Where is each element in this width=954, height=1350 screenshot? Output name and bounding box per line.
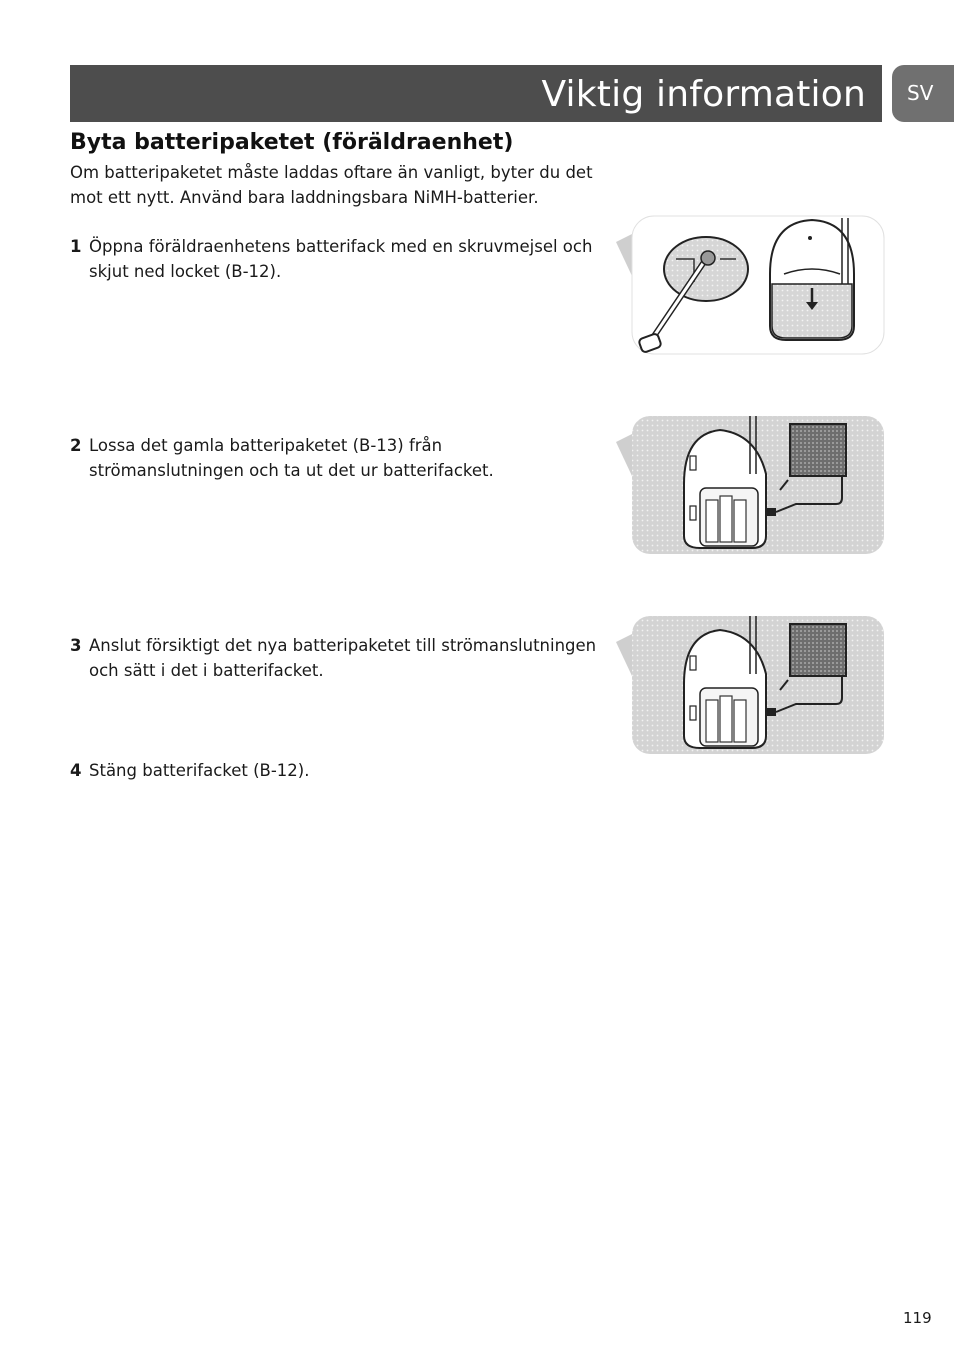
step-number: 4: [70, 761, 82, 780]
battery-cover-closeup: [664, 237, 748, 301]
section-heading: Byta batteripaketet (föräldraenhet): [70, 130, 514, 155]
language-label: SV: [907, 81, 934, 105]
connector: [766, 708, 776, 716]
page-number: 119: [903, 1309, 932, 1327]
step-text: Öppna föräldraenhetens batterifack med en skruvmejsel och skjut ned locket (B-12).: [89, 237, 593, 281]
step-text: Anslut försiktigt det nya batteripaketet till strömanslutningen och sätt i det i batterifacket.: [89, 636, 597, 680]
language-tab: [892, 65, 954, 122]
step-2: [70, 433, 598, 483]
step-number: 2: [70, 436, 82, 455]
battery-pack: [790, 624, 846, 676]
step-1: [70, 234, 598, 284]
battery-pack: [790, 424, 846, 476]
connector: [766, 508, 776, 516]
step-4: [70, 758, 598, 783]
page-header-bar: [70, 65, 882, 122]
callout-marker: [616, 434, 632, 476]
callout-marker: [616, 634, 632, 676]
step-number: 1: [70, 237, 82, 256]
illustration-disconnect-battery: [616, 414, 886, 556]
step-text: Stäng batterifacket (B-12).: [89, 761, 310, 780]
intro-paragraph: Om batteripaketet måste laddas oftare än vanligt, byter du det mot ett nytt. Använd bara laddningsbara NiMH-batterier.: [70, 163, 593, 207]
illustration-connect-battery: [616, 614, 886, 756]
illustration-open-battery-cover: [616, 214, 886, 356]
step-3: [70, 633, 598, 683]
step-text: Lossa det gamla batteripaketet (B-13) från strömanslutningen och ta ut det ur batterifacket.: [89, 436, 494, 480]
page-title: Viktig information: [541, 74, 866, 115]
step-number: 3: [70, 636, 82, 655]
callout-marker: [616, 234, 632, 276]
